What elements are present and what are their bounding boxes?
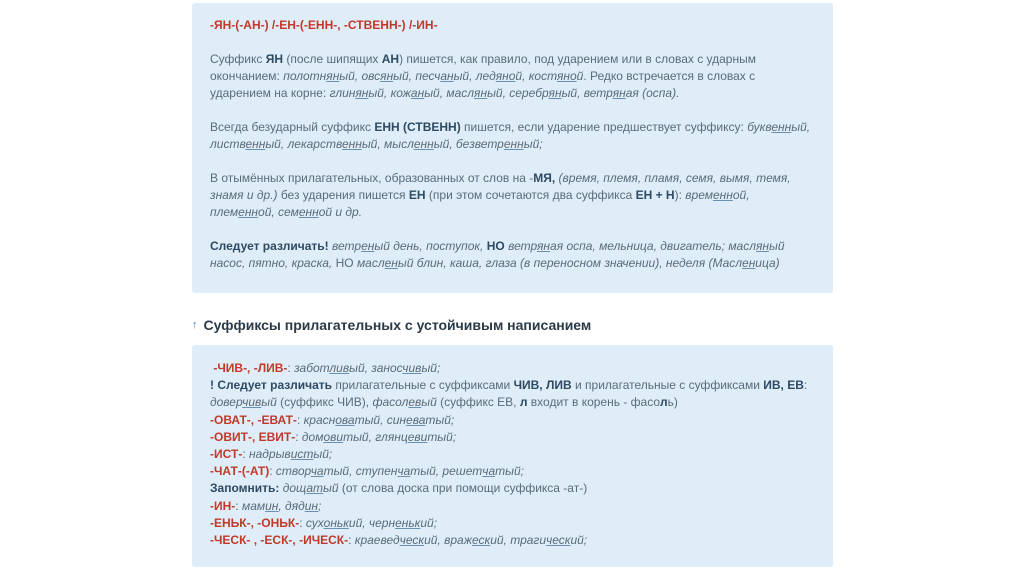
rule-line: -ИСТ-: надрывистый; — [210, 447, 333, 462]
paragraph-enn: Всегда безударный суффикс ЕНН (СТВЕНН) пишется, если ударение предшествует суффиксу: буквенный, лиственный, лекарственный, мысленный, безветренный; — [210, 120, 811, 151]
rule-line: -ЧИВ-, -ЛИВ-: заботливый, заносчивый; — [213, 361, 441, 375]
paragraph-mya: В отымённых прилагательных, образованных от слов на -МЯ, (время, племя, пламя, семя, вымя, темя, знамя и др.) без ударения пишется ЕН (при этом сочетаются два суффикса ЕН + Н): временной, племенной, семенной и др. — [210, 171, 791, 219]
arrow-up-icon[interactable]: ↑ — [192, 319, 198, 331]
paragraph-distinguish: Следует различать! ветреный день, поступок, НО ветряная оспа, мельница, двигатель; масляный насос, пятно, краска, НО масленый блин, каша, глаза (в переносном значении), неделя (Масленица) — [210, 239, 785, 270]
rule-line: -ЧАТ-(-АТ): створчатый, ступенчатый, решетчатый; — [210, 464, 525, 479]
example-words: временной, племенной, семенной и др. — [210, 188, 750, 219]
rule-line: -ЕНЬК-, -ОНЬК-: сухонький, черненький; — [210, 515, 438, 530]
box-title: -ЯН-(-АН-) /-ЕН-(-ЕНН-, -СТВЕНН-) /-ИН- — [210, 18, 438, 32]
example-words: буквенный, лиственный, лекарственный, мысленный, безветренный; — [210, 120, 811, 151]
rule-line: -ЧЕСК- , -ЕСК-, -ИЧЕСК-: краеведческий, вражеский, трагический; — [210, 533, 588, 548]
suffix-rules-box — [192, 3, 833, 293]
example-words: глиняный, кожаный, масляный, серебряный, ветряная (оспа). — [329, 86, 680, 100]
stable-suffixes-box — [192, 345, 833, 567]
section-heading-row — [192, 316, 832, 334]
example-words: полотняный, овсяный, песчаный, ледяной, костяной — [283, 69, 584, 83]
rule-line: -ОВИТ-, ЕВИТ-: домовитый, глянцевитый; — [210, 429, 457, 444]
rule-line: Запомнить: дощатый (от слова доска при помощи суффикса -ат-) — [210, 481, 588, 496]
rule-line: -ИН-: мамин, дядин; — [210, 498, 322, 513]
paragraph-yan: Суффикс ЯН (после шипящих АН) пишется, как правило, под ударением или в словах с ударным окончанием: полотняный, овсяный, песчаный, ледяной, костяной. Редко встречается в словах с ударением на корне: глиняный, кожаный, масляный, серебряный, ветряная (оспа). — [210, 52, 756, 100]
rule-line: ! Следует различать прилагательные с суффиксами ЧИВ, ЛИВ и прилагательные с суффиксами ИВ, ЕВ: доверчивый (суффикс ЧИВ), фасолевый (суффикс ЕВ, л входит в корень - фасоль) — [210, 378, 808, 410]
rule-line: -ОВАТ-, -ЕВАТ-: красноватый, синеватый; — [210, 412, 455, 427]
section-heading: Суффиксы прилагательных с устойчивым написанием — [203, 317, 592, 333]
